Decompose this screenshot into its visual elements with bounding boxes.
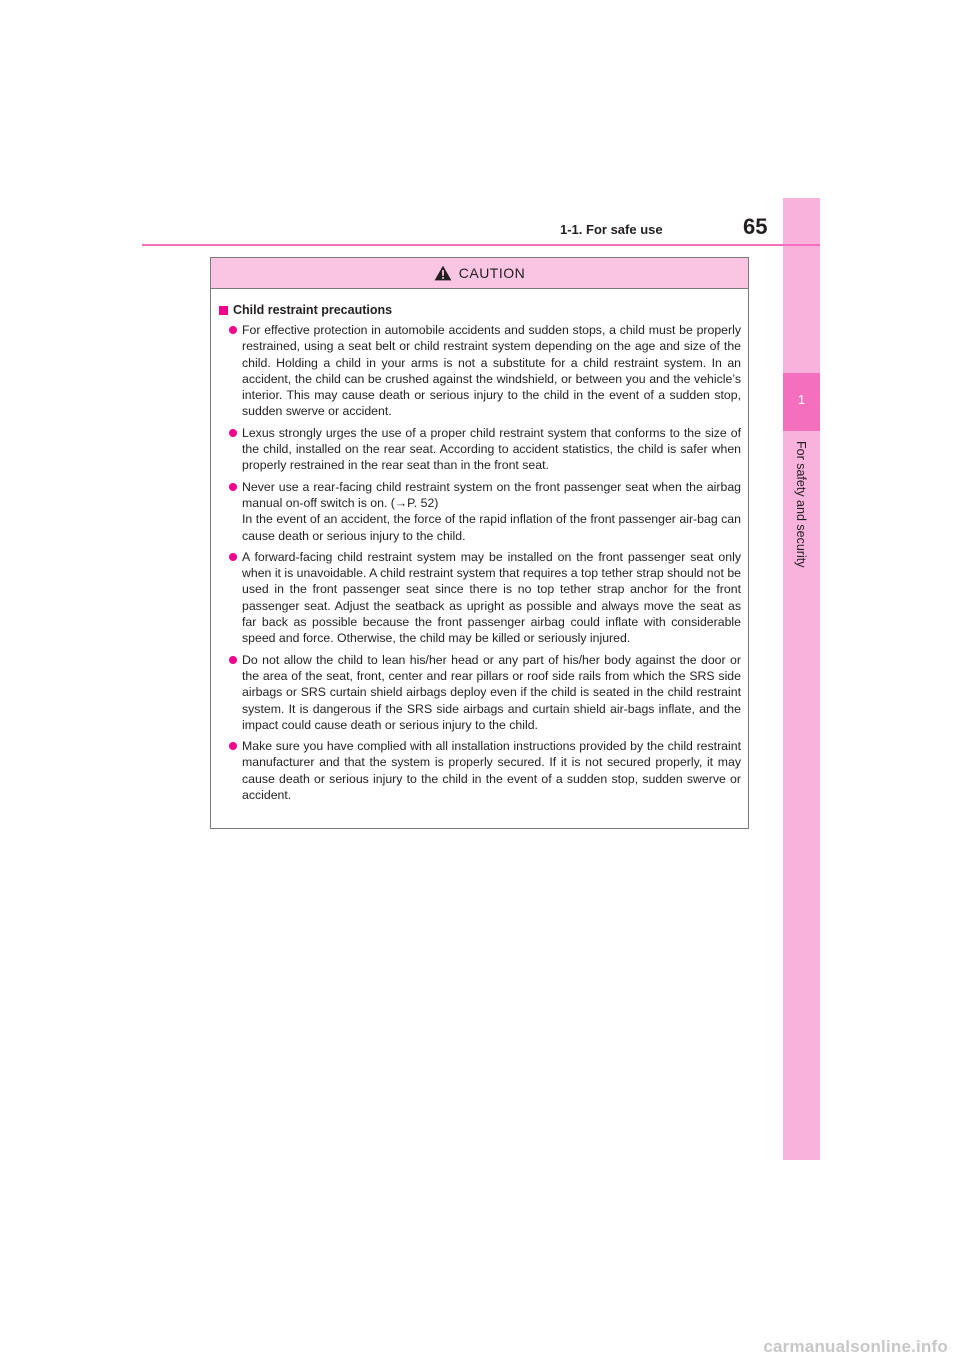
- caution-label: CAUTION: [458, 265, 526, 281]
- chapter-number: 1: [797, 392, 806, 407]
- round-bullet-icon: [229, 742, 237, 750]
- caution-item: [219, 322, 741, 420]
- chapter-side-tab: [783, 198, 820, 1160]
- page-number: 65: [743, 214, 768, 239]
- caution-item-text: Lexus strongly urges the use of a proper child restraint system that conforms to the size of the child, installed on the rear seat. According to accident statistics, the child is safer when properly restrained in the rear seat than in the front seat.: [242, 425, 741, 473]
- section-title: 1-1. For safe use: [560, 222, 663, 237]
- round-bullet-icon: [229, 429, 237, 437]
- round-bullet-icon: [229, 656, 237, 664]
- caution-item: [219, 425, 741, 474]
- caution-item-text: Make sure you have complied with all installation instructions provided by the child restraint manufacturer and that the system is properly secured. If it is not secured properly, it may cause death or serious injury to the child in the event of a sudden stop, sudden swerve or accident.: [242, 739, 741, 803]
- round-bullet-icon: [229, 326, 237, 334]
- caution-item: [219, 738, 741, 803]
- warning-triangle-icon: [434, 265, 452, 281]
- caution-item-continuation: In the event of an accident, the force of the rapid inflation of the front passenger air-bag can cause death or serious injury to the child.: [242, 512, 741, 543]
- caution-subhead: [219, 302, 741, 318]
- watermark-text: carmanualsonline.info: [763, 1337, 948, 1356]
- caution-item: [219, 549, 741, 647]
- caution-item-text: Do not allow the child to lean his/her head or any part of his/her body against the door or the area of the seat, front, center and rear pillars or roof side rails from which the SRS side airbags or SRS curtain shield airbags deploy even if the child is seated in the child restraint system. It is dangerous if the SRS side airbags and curtain shield air-bags inflate, and the impact could cause death or serious injury to the child.: [242, 652, 741, 732]
- caution-item: [219, 479, 741, 544]
- chapter-title: For safety and security: [794, 441, 808, 568]
- caution-item-text: Never use a rear-facing child restraint system on the front passenger seat when the airbag manual on-off switch is on. (→P. 52): [242, 479, 741, 510]
- caution-item: [219, 652, 741, 733]
- caution-body: [211, 289, 748, 803]
- round-bullet-icon: [229, 483, 237, 491]
- caution-box: [210, 257, 749, 829]
- header-rule: [142, 244, 820, 246]
- watermark-strip: [0, 1335, 960, 1358]
- caution-header: [211, 258, 748, 289]
- caution-item-text: For effective protection in automobile accidents and sudden stops, a child must be properly restrained, using a seat belt or child restraint system depending on the age and size of the child. Holding a child in your arms is not a substitute for a child restraint system. In an accident, the child can be crushed against the windshield, or between you and the vehicle’s interior. This may cause death or serious injury to the child in the event of a sudden stop, sudden swerve or accident.: [242, 323, 741, 419]
- square-bullet-icon: [219, 306, 228, 315]
- caution-subhead-text: Child restraint precautions: [233, 303, 393, 317]
- caution-item-text: A forward-facing child restraint system may be installed on the front passenger seat only when it is unavoidable. A child restraint system that requires a top tether strap should not be used in the front passenger seat since there is no top tether strap anchor for the front passenger seat. Adjust the seatback as upright as possible and always move the seat as far back as possible because the front passenger airbag could inflate with considerable speed and force. Otherwise, the child may be killed or seriously injured.: [242, 549, 741, 646]
- round-bullet-icon: [229, 553, 237, 561]
